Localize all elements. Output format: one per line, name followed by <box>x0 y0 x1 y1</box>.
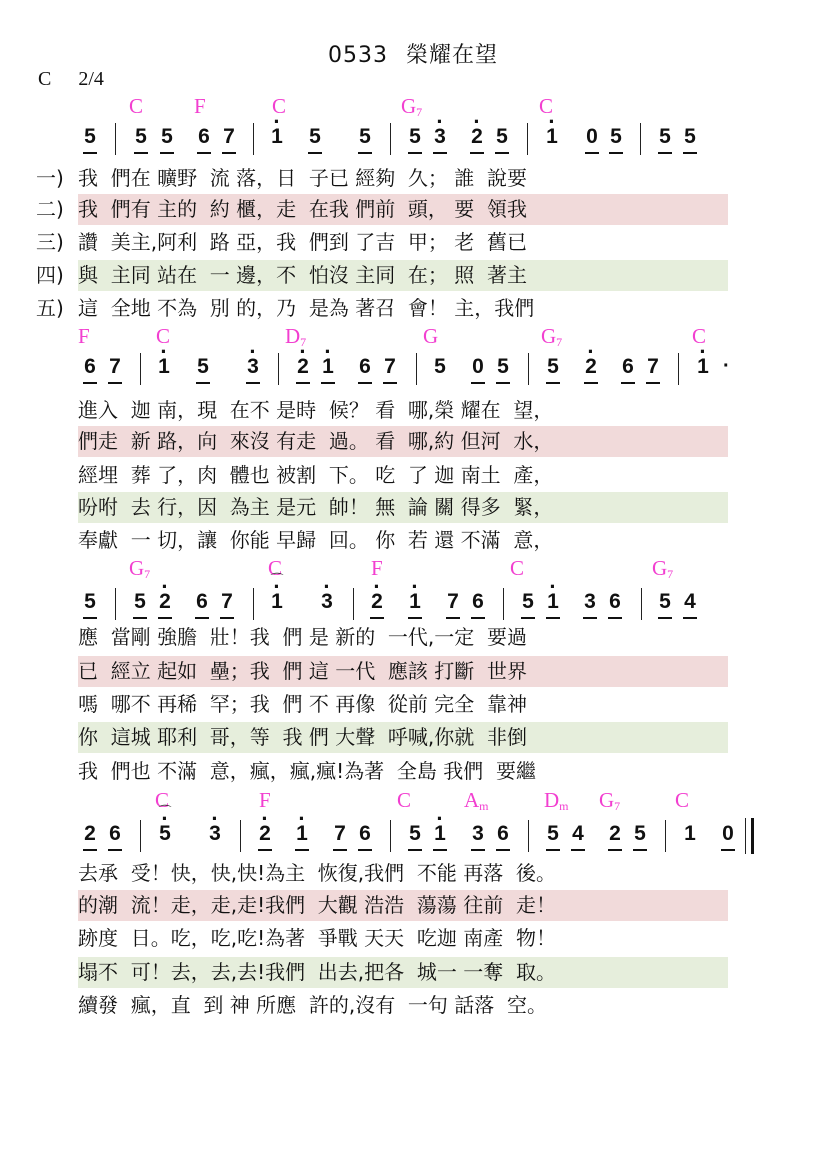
chord: C <box>539 94 554 118</box>
chord: $A_m$ <box>464 788 489 813</box>
chord: $G_7$ <box>129 556 151 581</box>
lyric-verse-1: 進入 迦 南，現 在不 是時 候？ 看 哪,榮 耀在 望， <box>78 398 554 422</box>
lyric-verse-3: 三) 讚 美主,阿利 路 亞，我 們到 了吉 甲； 老 舊已 <box>36 230 528 254</box>
lyric-verse-1: 去承 受！快，快,快!為主 恢復,我們 不能 再落 後。 <box>78 861 556 885</box>
chord: C <box>156 324 171 348</box>
chord: F <box>78 324 90 348</box>
lyric-verse-2: 們走 新 路，向 來沒 有走 過。 看 哪,約 但河 水， <box>78 426 728 457</box>
lyric-verse-5: 奉獻 一 切，讓 你能 早歸 回。 你 若 還 不滿 意， <box>78 528 554 552</box>
chord: $D_m$ <box>544 788 569 813</box>
chord: $G_7$ <box>599 788 621 813</box>
chord: $G_7$ <box>652 556 674 581</box>
lyric-verse-3: 經埋 葬 了，肉 體也 被割 下。 吃 了 迦 南土 產， <box>78 463 554 487</box>
chord: C <box>155 788 170 812</box>
lyric-verse-4: 塌不 可！去，去,去!我們 出去,把各 城一 一奪 取。 <box>78 957 728 988</box>
song-title <box>0 38 826 69</box>
lyric-verse-4: 你 這城 耶利 哥，等 我 們 大聲 呼喊,你就 非倒 <box>78 722 728 753</box>
song-number: 0533 <box>327 43 388 68</box>
lyric-verse-2: 已 經立 起如 壘；我 們 這 一代 應該 打斷 世界 <box>78 656 728 687</box>
chord: F <box>194 94 206 118</box>
song-name: 榮耀在望 <box>405 43 498 68</box>
chord: G <box>423 324 439 348</box>
chord: C <box>268 556 283 580</box>
chord: C <box>692 324 707 348</box>
lyric-verse-3: 嗎 哪不 再稀 罕；我 們 不 再像 從前 完全 靠神 <box>78 692 528 716</box>
final-barline <box>745 818 754 854</box>
chord: $D_7$ <box>285 324 307 349</box>
chord: C <box>510 556 525 580</box>
key-label: C <box>38 68 52 90</box>
chord: F <box>371 556 383 580</box>
chord: C <box>675 788 690 812</box>
time-signature: 2/4 <box>78 68 104 90</box>
lyric-verse-5: 續發 瘋，直 到 神 所應 許的,沒有 一句 話落 空。 <box>78 993 548 1017</box>
lyric-verse-1: 一) 我 們在 曠野 流 落，日 子已 經夠 久； 誰 說要 <box>36 166 528 190</box>
lyric-verse-2: 二) 我 們有 主的 約 櫃，走 在我 們前 頭， 要 領我 <box>78 194 728 225</box>
lyric-verse-4: 四) 與 主同 站在 一 邊，不 怕沒 主同 在； 照 著主 <box>78 260 728 291</box>
chord: C <box>272 94 287 118</box>
lyric-verse-2: 的潮 流！走，走,走!我們 大觀 浩浩 蕩蕩 往前 走！ <box>78 890 728 921</box>
chord: C <box>129 94 144 118</box>
lyric-verse-1: 應 當剛 強膽 壯！我 們 是 新的 一代,一定 要過 <box>78 625 528 649</box>
chord: C <box>397 788 412 812</box>
lyric-verse-5: 五) 這 全地 不為 別 的，乃 是為 著召 會！ 主，我們 <box>36 296 535 320</box>
lyric-verse-4: 吩咐 去 行，因 為主 是元 帥！ 無 論 關 得多 緊， <box>78 492 728 523</box>
lyric-verse-5: 我 們也 不滿 意，瘋，瘋,瘋!為著 全島 我們 要繼 <box>78 759 536 783</box>
chord: F <box>259 788 271 812</box>
lyric-verse-3: 跡度 日。吃，吃,吃!為著 爭戰 天天 吃迦 南產 物！ <box>78 926 556 950</box>
key-signature <box>38 68 104 91</box>
chord: $G_7$ <box>541 324 563 349</box>
chord: $G_7$ <box>401 94 423 119</box>
